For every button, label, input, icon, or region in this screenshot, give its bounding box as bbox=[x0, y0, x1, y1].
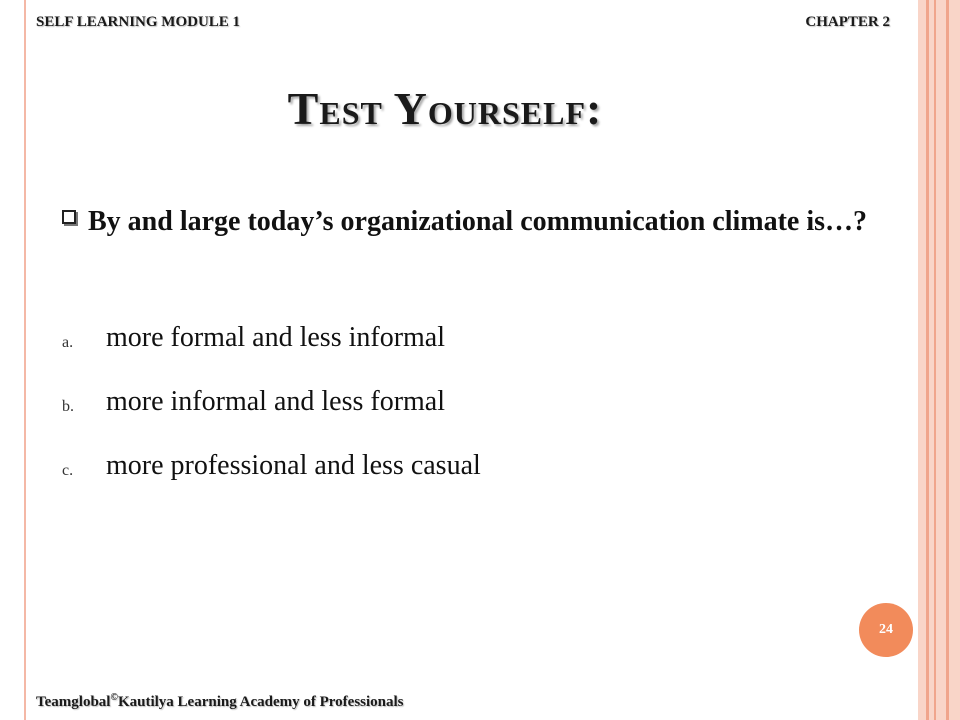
module-header: SELF LEARNING MODULE 1 bbox=[36, 14, 241, 30]
question-block bbox=[62, 192, 880, 252]
page-number: 24 bbox=[879, 622, 893, 637]
option-c bbox=[62, 440, 880, 504]
answer-options bbox=[62, 312, 880, 504]
band-stripe bbox=[934, 0, 936, 720]
footer-credit bbox=[36, 692, 404, 711]
right-decorative-band bbox=[918, 0, 960, 720]
slide-title: Test Yourself: bbox=[287, 83, 603, 134]
page-number-badge bbox=[859, 603, 913, 657]
footer-org-part2: Kautilya Learning Academy of Professionals bbox=[117, 694, 404, 710]
option-text: more professional and less casual bbox=[106, 450, 481, 481]
band-stripe bbox=[926, 0, 929, 720]
band-stripe bbox=[946, 0, 949, 720]
option-marker: b. bbox=[62, 398, 74, 415]
chapter-header: CHAPTER 2 bbox=[805, 14, 890, 30]
option-marker: a. bbox=[62, 334, 74, 351]
question-text: By and large today’s organizational communication climate is…? bbox=[88, 206, 868, 237]
option-a bbox=[62, 312, 880, 376]
option-text: more formal and less informal bbox=[106, 322, 446, 353]
option-marker: c. bbox=[62, 462, 74, 479]
option-text: more informal and less formal bbox=[106, 386, 446, 417]
copyright-mark: © bbox=[110, 692, 118, 703]
option-b bbox=[62, 376, 880, 440]
footer-org-part1: Teamglobal bbox=[36, 694, 111, 710]
square-bullet-icon bbox=[62, 210, 76, 224]
